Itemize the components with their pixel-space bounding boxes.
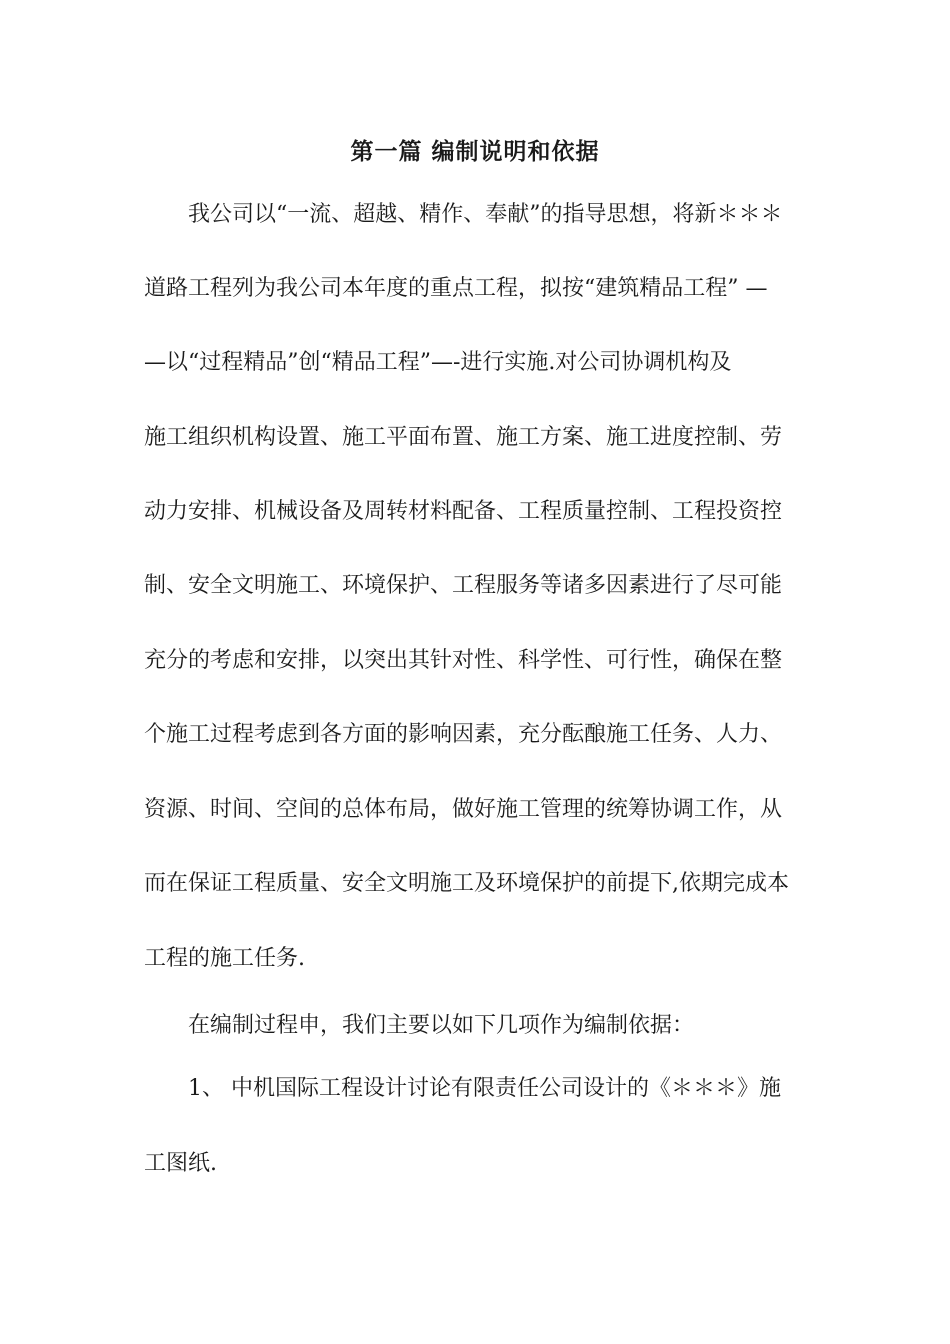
paragraph-line (0, 790, 950, 830)
line-text: 资源、时间、空间的总体布局，做好施工管理的统筹协调工作，从 (144, 797, 783, 822)
line-text: 工程的施工任务. (144, 946, 305, 971)
line-text: 在编制过程申，我们主要以如下几项作为编制依据： (188, 1013, 695, 1038)
line-text: 施工组织机构设置、施工平面布置、施工方案、施工进度控制、劳 (144, 425, 783, 450)
line-text: 个施工过程考虑到各方面的影响因素，充分酝酿施工任务、人力、 (144, 722, 783, 747)
paragraph-line (0, 492, 950, 532)
line-text: 工图纸. (144, 1151, 217, 1176)
paragraph-line (0, 939, 950, 979)
paragraph-line (0, 864, 950, 904)
paragraph-line (0, 715, 950, 755)
paragraph-line (0, 1144, 950, 1184)
paragraph-line (0, 343, 950, 383)
document-title: 第一篇 编制说明和依据 (350, 138, 600, 165)
paragraph-line (0, 566, 950, 606)
line-text: 制、安全文明施工、环境保护、工程服务等诸多因素进行了尽可能 (144, 573, 783, 598)
paragraph-line (0, 195, 950, 235)
line-text: 1、 中机国际工程设计讨论有限责任公司设计的《＊＊＊》施 (188, 1076, 781, 1101)
line-text: 充分的考虑和安排，以突出其针对性、科学性、可行性，确保在整 (144, 648, 783, 673)
numbered-item-line (0, 1069, 950, 1109)
paragraph-line (0, 641, 950, 681)
line-text: 而在保证工程质量、安全文明施工及环境保护的前提下,依期完成本 (144, 871, 789, 896)
line-text: 动力安排、机械设备及周转材料配备、工程质量控制、工程投资控 (144, 499, 783, 524)
paragraph-line (0, 1006, 950, 1046)
line-text: 我公司以“一流、超越、精作、奉献”的指导思想，将新＊＊＊ (188, 202, 783, 227)
line-text: 道路工程列为我公司本年度的重点工程，拟按“建筑精品工程” — (144, 276, 768, 301)
line-text: —以“过程精品”创“精品工程”—-进行实施.对公司协调机构及 (144, 350, 732, 375)
paragraph-line (0, 269, 950, 309)
paragraph-line (0, 418, 950, 458)
